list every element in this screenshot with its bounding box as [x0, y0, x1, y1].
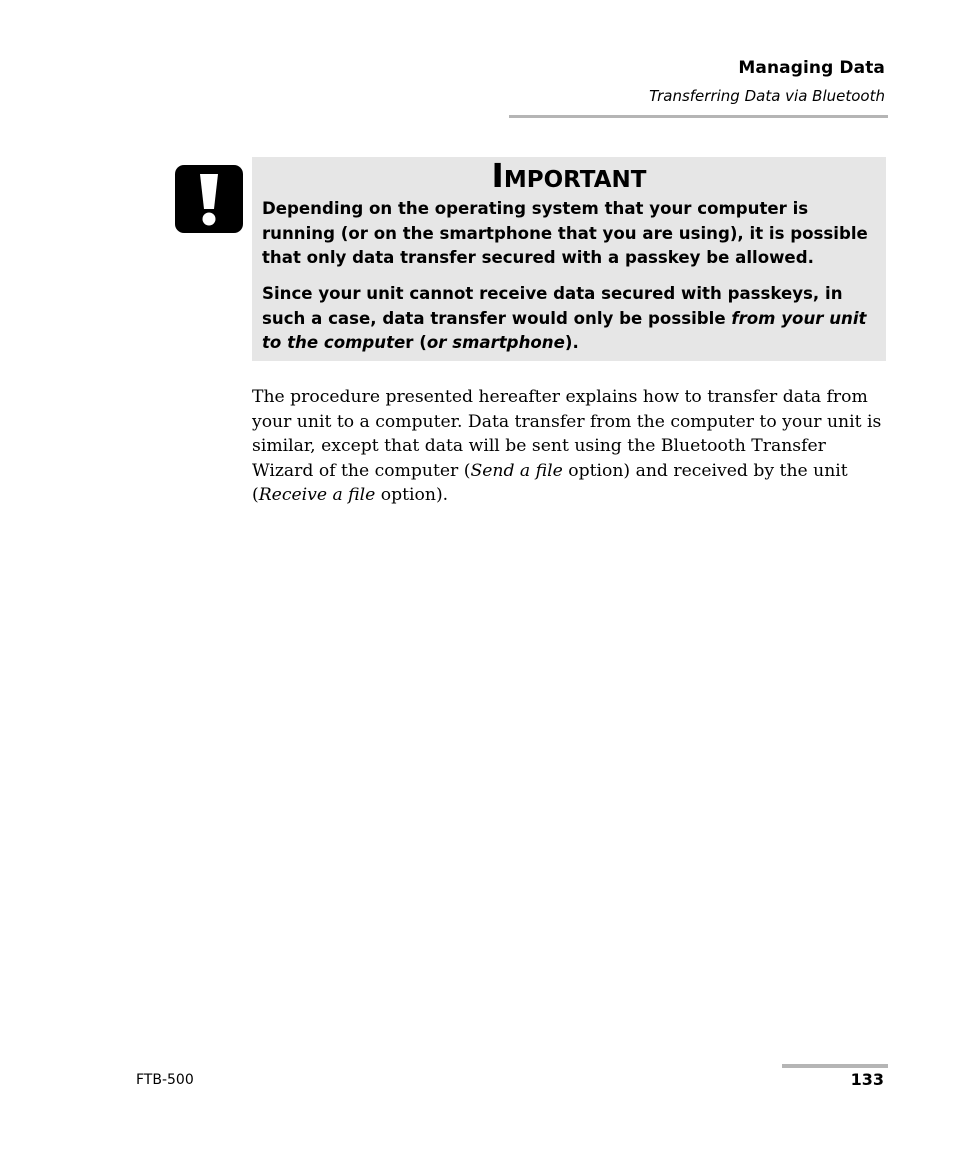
- running-header-subtitle: Transferring Data via Bluetooth: [649, 87, 885, 105]
- emphasis-run: or smartphone: [426, 333, 565, 352]
- emphasis-run: Receive a file: [258, 485, 376, 505]
- text-run: option).: [375, 485, 449, 505]
- body-paragraph: [252, 385, 892, 508]
- important-paragraph-2: [262, 282, 880, 356]
- text-run: The procedure presented hereafter explains how to transfer data from your unit to a computer. Data transfer from the computer to your unit is similar, except that data will be sent using the Bluetooth Transfer Wizard of the computer (: [252, 387, 882, 481]
- important-paragraph-1: Depending on the operating system that your computer is running (or on the smartphone that you are using), it is possible that only data transfer secured with a passkey be allowed.: [262, 199, 868, 267]
- important-heading: Important: [491, 156, 647, 195]
- important-notice: [252, 157, 886, 361]
- footer-product-name: FTB-500: [136, 1072, 194, 1088]
- text-run: ).: [564, 333, 579, 352]
- text-run: r (: [405, 333, 427, 352]
- text-run: option) and received by the unit (: [252, 460, 848, 505]
- running-header-title: Managing Data: [738, 58, 885, 78]
- header-divider: [509, 115, 888, 118]
- exclamation-icon: [175, 165, 243, 233]
- footer-divider: [782, 1064, 888, 1068]
- emphasis-run: from your unit to the compute: [262, 308, 867, 352]
- text-run: Since your unit cannot receive data secured with passkeys, in such a case, data transfer would only be possible: [262, 284, 843, 328]
- page-number: 133: [850, 1070, 884, 1089]
- emphasis-run: Send a file: [470, 460, 563, 481]
